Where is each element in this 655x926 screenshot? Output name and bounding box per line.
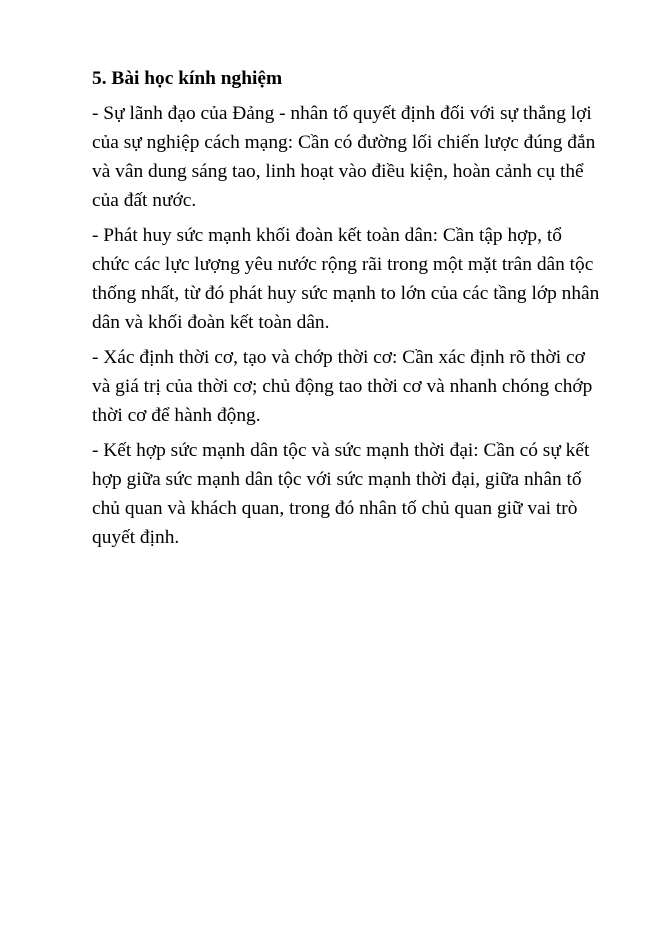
paragraph-national-and-era-strength: - Kết hợp sức mạnh dân tộc và sức mạnh thời đại: Cần có sự kết hợp giữa sức mạnh dân tộc với sức mạnh thời đại, giữa nhân tố chủ quan và khách quan, trong đó nhân tố chủ quan giữ vai trò quyết định. <box>92 440 590 548</box>
paragraph-opportunity: - Xác định thời cơ, tạo và chớp thời cơ: Cần xác định rõ thời cơ và giá trị của thời cơ; chủ động tao thời cơ và nhanh chóng chớp thời cơ để hành động. <box>92 347 593 426</box>
paragraph-national-unity: - Phát huy sức mạnh khối đoàn kết toàn dân: Cần tập hợp, tổ chức các lực lượng yêu nước rộng rãi trong một mặt trân dân tộc thống nhất, từ đó phát huy sức mạnh to lớn của các tầng lớp nhân dân và khối đoàn kết toàn dân. <box>92 225 600 333</box>
document-page <box>92 64 602 558</box>
section-heading: 5. Bài học kính nghiệm <box>92 68 283 89</box>
paragraph-party-leadership: - Sự lãnh đạo của Đảng - nhân tố quyết định đối với sự thắng lợi của sự nghiệp cách mạng: Cần có đường lối chiến lược đúng đắn và vân dung sáng tao, linh hoạt vào điều kiện, hoàn cảnh cụ thể của đất nước. <box>92 103 596 211</box>
